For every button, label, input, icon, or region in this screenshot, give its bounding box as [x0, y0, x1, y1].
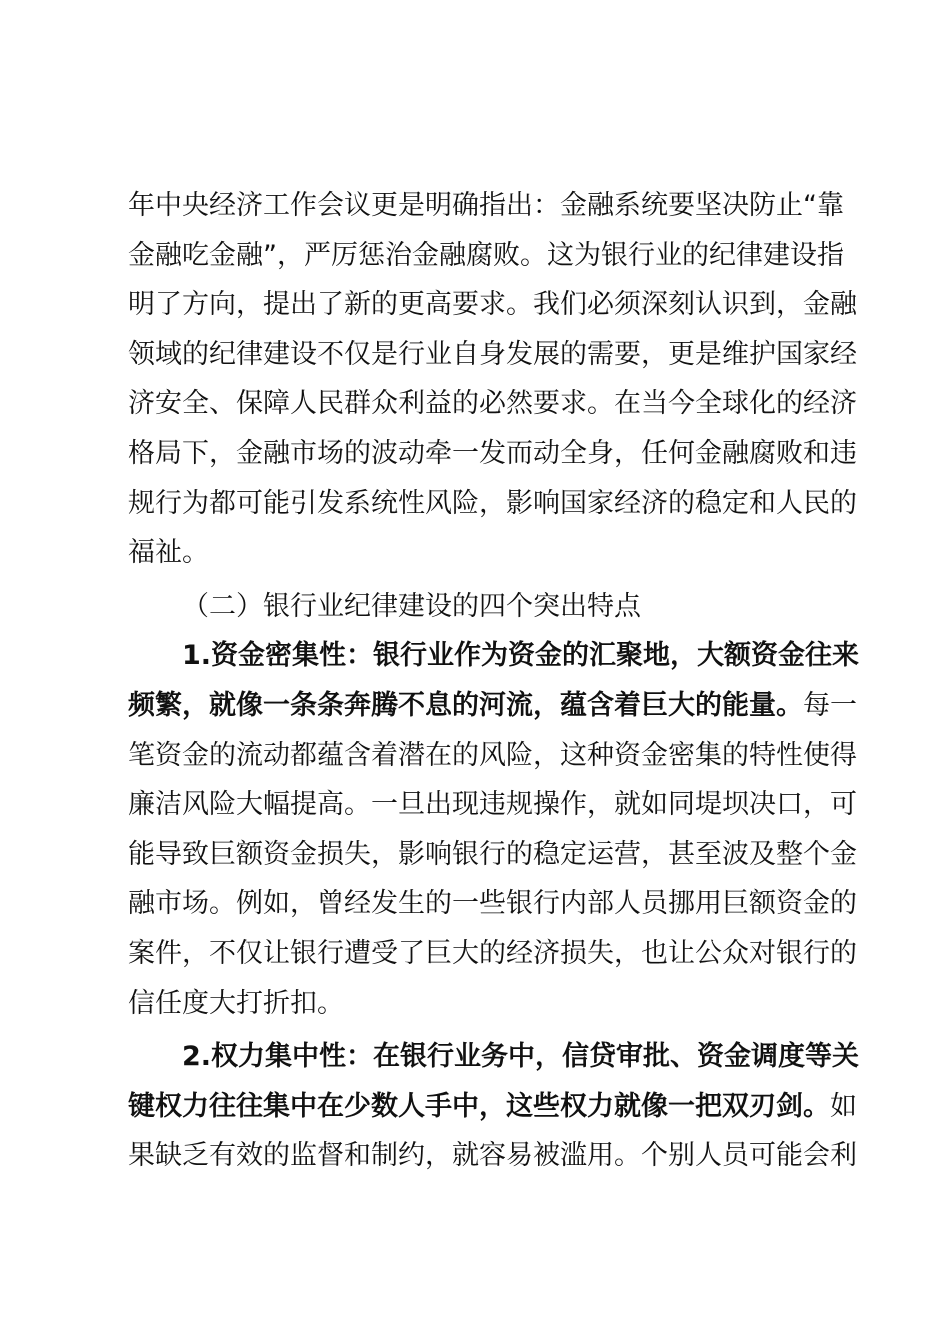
- text-line: 福祉。: [128, 537, 209, 569]
- text-line: [128, 979, 832, 1029]
- normal-text: 每一: [803, 689, 857, 721]
- paragraph-capital-intensive: [128, 631, 860, 1028]
- text-line: 年中央经济工作会议更是明确指出：金融系统要坚决防止“靠: [128, 190, 844, 221]
- normal-text: 能导致巨额资金损失，影响银行的稳定运营，甚至波及整个金: [128, 838, 857, 870]
- text-line: [128, 631, 860, 681]
- bold-text: 2.权力集中性：在银行业务中，信贷审批、资金调度等关: [182, 1041, 860, 1073]
- bold-text: 键权力往往集中在少数人手中，这些权力就像一把双刃剑。: [128, 1090, 830, 1122]
- normal-text: 笔资金的流动都蕴含着潜在的风险，这种资金密集的特性使得: [128, 739, 857, 771]
- text-line: [128, 879, 857, 929]
- text-line: [128, 929, 857, 979]
- normal-text: 案件，不仅让银行遭受了巨大的经济损失，也让公众对银行的: [128, 937, 857, 969]
- text-line: 格局下，金融市场的波动牵一发而动全身，任何金融腐败和违: [128, 437, 857, 469]
- text-line: [128, 1082, 857, 1132]
- normal-text: 如: [830, 1090, 857, 1122]
- normal-text: 廉洁风险大幅提高。一旦出现违规操作，就如同堤坝决口，可: [128, 789, 857, 821]
- paragraph-intro: [128, 181, 857, 578]
- text-line: [128, 1032, 860, 1082]
- text-line: [128, 1131, 857, 1181]
- text-line: 规行为都可能引发系统性风险，影响国家经济的稳定和人民的: [128, 487, 857, 519]
- text-line: 领域的纪律建设不仅是行业自身发展的需要，更是维护国家经: [128, 338, 857, 370]
- text-line: 金融吃金融”，严厉惩治金融腐败。这为银行业的纪律建设指: [128, 239, 844, 271]
- bold-text: 1.资金密集性：银行业作为资金的汇聚地，大额资金往来: [182, 640, 860, 672]
- paragraph-power-concentration: [128, 1032, 860, 1181]
- text-line: 济安全、保障人民群众利益的必然要求。在当今全球化的经济: [128, 388, 857, 420]
- text-line: [128, 830, 857, 880]
- bold-text: 频繁，就像一条条奔腾不息的河流，蕴含着巨大的能量。: [128, 689, 803, 721]
- document-body: [128, 181, 860, 1181]
- text-line: [128, 780, 857, 830]
- normal-text: 果缺乏有效的监督和制约，就容易被滥用。个别人员可能会利: [128, 1140, 857, 1172]
- text-line: [128, 681, 857, 731]
- section-heading: （二）银行业纪律建设的四个突出特点: [182, 590, 641, 622]
- normal-text: 融市场。例如，曾经发生的一些银行内部人员挪用巨额资金的: [128, 888, 857, 920]
- text-line: [128, 731, 857, 781]
- normal-text: 信任度大打折扣。: [128, 987, 344, 1019]
- text-line: 明了方向，提出了新的更高要求。我们必须深刻认识到，金融: [128, 289, 857, 321]
